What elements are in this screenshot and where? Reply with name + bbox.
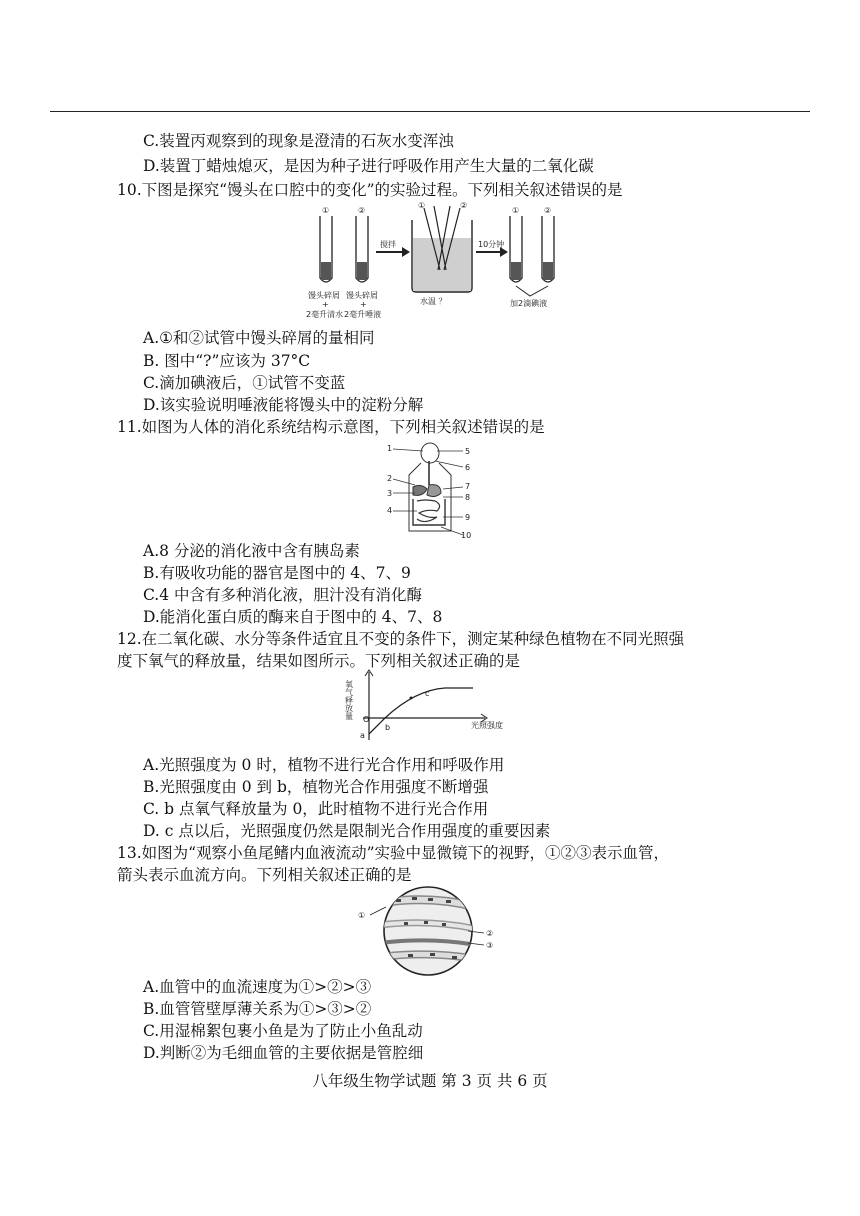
q12-option-a: A.光照强度为 0 时，植物不进行光合作用和呼吸作用 <box>143 756 505 774</box>
q10-figure <box>300 200 580 320</box>
q11-option-b: B.有吸收功能的器官是图中的 4、7、9 <box>143 564 411 582</box>
prev-option-c: C.装置丙观察到的现象是澄清的石灰水变浑浊 <box>143 132 454 150</box>
svg-text:①: ① <box>322 206 330 215</box>
svg-text:+: + <box>322 300 329 309</box>
q10-tube1-label-c: 2毫升清水 <box>306 310 344 319</box>
q10-arrow1-label: 搅拌 <box>380 240 396 249</box>
q12-ylabel: 氧气释放量 <box>345 680 354 720</box>
page-footer: 八年级生物学试题 第 3 页 共 6 页 <box>312 1072 548 1090</box>
svg-text:①: ① <box>512 206 520 215</box>
q12-figure <box>345 668 515 744</box>
svg-text:7: 7 <box>465 482 471 491</box>
q10-option-c: C.滴加碘液后，①试管不变蓝 <box>143 374 346 392</box>
q12-point-b: b <box>385 723 391 732</box>
svg-text:4: 4 <box>387 506 393 515</box>
q10-arrow2-label: 10分钟 <box>478 240 505 249</box>
q10-beaker <box>412 201 472 292</box>
q13-stem-line1: 13.如图为“观察小鱼尾鳍内血液流动”实验中显微镜下的视野，①②③表示血管， <box>117 844 670 862</box>
q10-stem: 10.下图是探究“馒头在口腔中的变化”的实验过程。下列相关叙述错误的是 <box>117 181 623 199</box>
q11-option-a: A.8 分泌的消化液中含有胰岛素 <box>143 542 360 560</box>
svg-text:②: ② <box>358 206 366 215</box>
svg-text:②: ② <box>544 206 552 215</box>
svg-text:①: ① <box>418 201 426 210</box>
svg-text:6: 6 <box>465 463 471 472</box>
q12-option-b: B.光照强度由 0 到 b，植物光合作用强度不断增强 <box>143 778 489 796</box>
q13-label-2: ② <box>486 929 494 938</box>
svg-text:2: 2 <box>387 474 393 483</box>
svg-text:+: + <box>360 300 367 309</box>
q13-stem-line2: 箭头表示血流方向。下列相关叙述正确的是 <box>117 866 412 884</box>
q12-stem-line2: 度下氧气的释放量，结果如图所示。下列相关叙述正确的是 <box>117 652 521 670</box>
q10-option-a: A.①和②试管中馒头碎屑的量相同 <box>143 329 375 347</box>
q10-tube-1 <box>320 206 332 282</box>
q12-origin: O <box>363 715 370 724</box>
q12-point-c: c <box>425 689 430 698</box>
q10-tube-2 <box>356 206 368 282</box>
q12-xlabel: 光照强度 <box>471 721 503 730</box>
q11-option-c: C.4 中含有多种消化液，胆汁没有消化酶 <box>143 586 423 604</box>
digestive-system-diagram <box>409 443 451 531</box>
q10-tube2-label-a: 馒头碎屑 <box>346 291 378 300</box>
q10-iodine-label: 加2滴碘液 <box>510 299 548 308</box>
svg-text:5: 5 <box>465 447 471 456</box>
q12-stem-line1: 12.在二氧化碳、水分等条件适宜且不变的条件下，测定某种绿色植物在不同光照强 <box>117 630 685 648</box>
q13-figure <box>350 885 520 977</box>
q12-point-a: a <box>360 731 365 740</box>
q10-bath-label: 水温 ？ <box>420 297 447 306</box>
q11-figure <box>385 439 475 539</box>
svg-text:1: 1 <box>387 444 393 453</box>
svg-text:8: 8 <box>465 493 471 502</box>
prev-option-d: D.装置丁蜡烛熄灭，是因为种子进行呼吸作用产生大量的二氧化碳 <box>143 157 594 175</box>
q10-tube1-label-a: 馒头碎屑 <box>308 291 340 300</box>
q12-option-d: D. c 点以后，光照强度仍然是限制光合作用强度的重要因素 <box>143 822 551 840</box>
q10-option-d: D.该实验说明唾液能将馒头中的淀粉分解 <box>143 396 424 414</box>
q13-label-1: ① <box>358 911 366 920</box>
q12-option-c: C. b 点氧气释放量为 0，此时植物不进行光合作用 <box>143 800 489 818</box>
q13-option-c: C.用湿棉絮包裹小鱼是为了防止小鱼乱动 <box>143 1022 423 1040</box>
q13-label-3: ③ <box>486 941 494 950</box>
svg-text:②: ② <box>460 201 468 210</box>
q10-option-b: B. 图中“?”应该为 37°C <box>143 352 311 370</box>
q13-option-d: D.判断②为毛细血管的主要依据是管腔细 <box>143 1044 424 1062</box>
q13-option-a: A.血管中的血流速度为①>②>③ <box>143 978 372 996</box>
svg-text:10: 10 <box>461 531 472 539</box>
svg-text:9: 9 <box>465 513 471 522</box>
svg-text:3: 3 <box>387 489 393 498</box>
q10-tube2-label-c: 2毫升唾液 <box>344 310 382 319</box>
header-rule <box>50 111 810 112</box>
q11-option-d: D.能消化蛋白质的酶来自于图中的 4、7、8 <box>143 608 443 626</box>
q11-stem: 11.如图为人体的消化系统结构示意图，下列相关叙述错误的是 <box>117 418 545 436</box>
q13-option-b: B.血管管壁厚薄关系为①>③>② <box>143 1000 372 1018</box>
